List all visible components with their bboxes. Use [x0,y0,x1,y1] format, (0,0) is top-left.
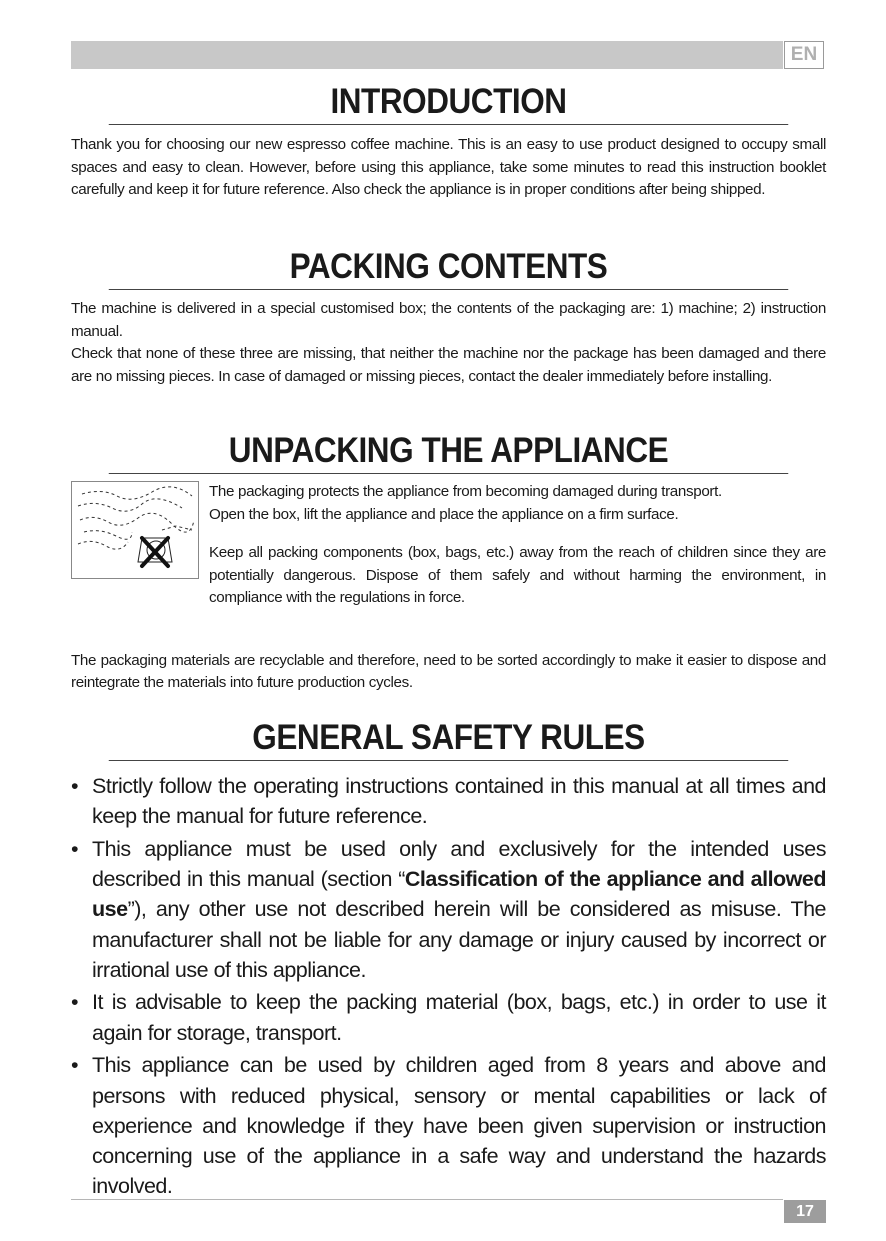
unpacking-line-2: Open the box, lift the appliance and place the appliance on a firm surface. [209,505,679,523]
unpacking-warning: Keep all packing components (box, bags, etc.) away from the reach of children since they are potentially dangerous. Dispose of them safely and without harming the environment, in compliance with the regulations in force. [209,544,826,606]
list-item [71,834,826,985]
introduction-text: Thank you for choosing our new espresso coffee machine. This is an easy to use product designed to occupy small spaces and easy to clean. However, before using this appliance, take some minutes to read this instruction booklet carefully and keep it for future reference. Also check the appliance is in proper conditions after being shipped. [71,136,826,198]
bullet-icon: • [71,836,79,861]
list-item [71,771,826,831]
introduction-section [71,82,826,202]
safety-rule-3: It is advisable to keep the packing material (box, bags, etc.) in order to use it again for storage, transport. [92,990,826,1045]
language-badge: EN [784,41,824,69]
bullet-icon: • [71,774,79,798]
safety-rules-list [71,771,826,1201]
unpacking-line-1: The packaging protects the appliance from becoming damaged during transport. [209,483,722,500]
safety-section [71,718,826,1204]
bullet-icon: • [71,990,79,1015]
packing-title: PACKING CONTENTS [109,247,789,290]
unpacking-recycle-text: The packaging materials are recyclable and therefore, need to be sorted accordingly to make it easier to dispose and reintegrate the materials into future production cycles. [71,651,826,691]
list-item [71,1050,826,1201]
safety-title: GENERAL SAFETY RULES [109,718,789,761]
safety-rule-2-start: This appliance must be used only and exclusively for the intended uses described in this manual (section “ [92,836,826,892]
packing-text-1: The machine is delivered in a special customised box; the contents of the packaging are: 1) machine; 2) instruction manual. [71,300,826,340]
no-children-packaging-icon [71,481,199,579]
footer-divider [71,1199,783,1200]
bullet-icon: • [71,1053,79,1078]
page-number: 17 [784,1200,826,1223]
header-bar [71,41,783,69]
packing-text-2: Check that none of these three are missing, that neither the machine nor the package has been damaged and there are no missing pieces. In case of damaged or missing pieces, contact the dealer immediately before installing. [71,345,826,385]
unpacking-section [71,431,826,695]
unpacking-title: UNPACKING THE APPLIANCE [109,431,789,474]
safety-rule-2-end: ”), any other use not described herein will be considered as misuse. The manufacturer shall not be liable for any damage or injury caused by incorrect or irrational use of this appliance. [92,897,826,982]
introduction-title: INTRODUCTION [109,82,789,125]
list-item [71,987,826,1047]
safety-rule-4: This appliance can be used by children aged from 8 years and above and persons with reduced physical, sensory or mental capabilities or lack of experience and knowledge if they have been given supervision or instruction concerning use of the appliance in a safe way and understand the hazards involved. [92,1053,826,1199]
safety-rule-1: Strictly follow the operating instructions contained in this manual at all times and keep the manual for future reference. [92,774,826,829]
packing-section [71,247,826,388]
safety-rule-2-section-ref: Classification of the appliance and allowed use [92,867,826,922]
